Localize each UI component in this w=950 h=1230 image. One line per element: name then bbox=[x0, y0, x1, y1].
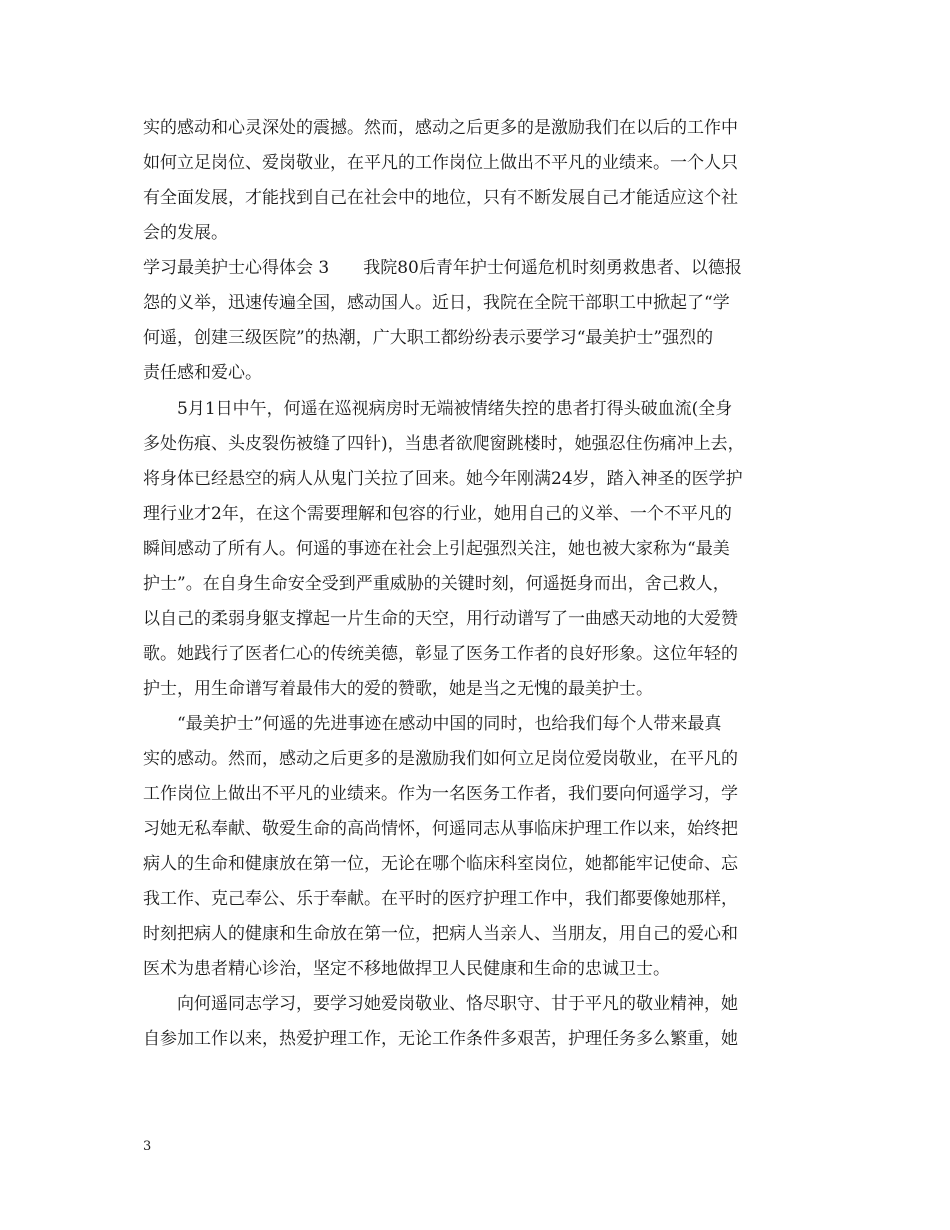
text-line: 5月1日中午，何遥在巡视病房时无端被情绪失控的患者打得头破血流(全身 bbox=[143, 399, 733, 419]
text-line: 怨的义举，迅速传遍全国，感动国人。近日，我院在全院干部职工中掀起了“学 bbox=[143, 293, 730, 313]
text-line: 实的感动。然而，感动之后更多的是激励我们如何立足岗位爱岗敬业，在平凡的 bbox=[143, 749, 738, 769]
text-line: 自参加工作以来，热爱护理工作，无论工作条件多艰苦，护理任务多么繁重，她 bbox=[143, 1029, 738, 1049]
page-number: 3 bbox=[143, 1139, 152, 1154]
text-line: 多处伤痕、头皮裂伤被缝了四针)，当患者欲爬窗跳楼时，她强忍住伤痛冲上去， bbox=[143, 434, 745, 454]
text-line: 将身体已经悬空的病人从鬼门关拉了回来。她今年刚满24岁，踏入神圣的医学护 bbox=[143, 469, 743, 489]
text-line: 何遥，创建三级医院”的热潮，广大职工都纷纷表示要学习“最美护士”强烈的 bbox=[143, 328, 714, 348]
section-heading-line: 学习最美护士心得体会 3 我院80后青年护士何遥危机时刻勇救患者、以德报 bbox=[143, 258, 742, 278]
text-line: 以自己的柔弱身躯支撑起一片生命的天空，用行动谱写了一曲感天动地的大爱赞 bbox=[143, 609, 738, 629]
text-line: 瞬间感动了所有人。何遥的事迹在社会上引起强烈关注，她也被大家称为“最美 bbox=[143, 539, 730, 559]
text-line: 理行业才2年，在这个需要理解和包容的行业，她用自己的义举、一个不平凡的 bbox=[143, 504, 732, 524]
text-line: 有全面发展，才能找到自己在社会中的地位，只有不断发展自己才能适应这个社 bbox=[143, 188, 738, 208]
text-line: 会的发展。 bbox=[143, 223, 228, 243]
text-line: 工作岗位上做出不平凡的业绩来。作为一名医务工作者，我们要向何遥学习，学 bbox=[143, 784, 738, 804]
text-line: 习她无私奉献、敬爱生命的高尚情怀，何遥同志从事临床护理工作以来，始终把 bbox=[143, 819, 738, 839]
text-line: “最美护士”何遥的先进事迹在感动中国的同时，也给我们每个人带来最真 bbox=[143, 714, 722, 734]
text-line: 医术为患者精心诊治，坚定不移地做捍卫人民健康和生命的忠诚卫士。 bbox=[143, 959, 670, 979]
text-line: 护士”。在自身生命安全受到严重威胁的关键时刻，何遥挺身而出，舍己救人， bbox=[143, 574, 730, 594]
text-line: 责任感和爱心。 bbox=[143, 363, 262, 383]
text-line: 向何遥同志学习，要学习她爱岗敬业、恪尽职守、甘于平凡的敬业精神，她 bbox=[143, 994, 738, 1014]
text-line: 时刻把病人的健康和生命放在第一位，把病人当亲人、当朋友，用自己的爱心和 bbox=[143, 924, 738, 944]
text-line: 我工作、克己奉公、乐于奉献。在平时的医疗护理工作中，我们都要像她那样， bbox=[143, 889, 738, 909]
text-line: 如何立足岗位、爱岗敬业，在平凡的工作岗位上做出不平凡的业绩来。一个人只 bbox=[143, 153, 738, 173]
text-line: 实的感动和心灵深处的震撼。然而，感动之后更多的是激励我们在以后的工作中 bbox=[143, 118, 738, 138]
text-line: 病人的生命和健康放在第一位，无论在哪个临床科室岗位，她都能牢记使命、忘 bbox=[143, 854, 738, 874]
text-line: 歌。她践行了医者仁心的传统美德，彰显了医务工作者的良好形象。这位年轻的 bbox=[143, 644, 738, 664]
text-line: 护士，用生命谱写着最伟大的爱的赞歌，她是当之无愧的最美护士。 bbox=[143, 679, 653, 699]
